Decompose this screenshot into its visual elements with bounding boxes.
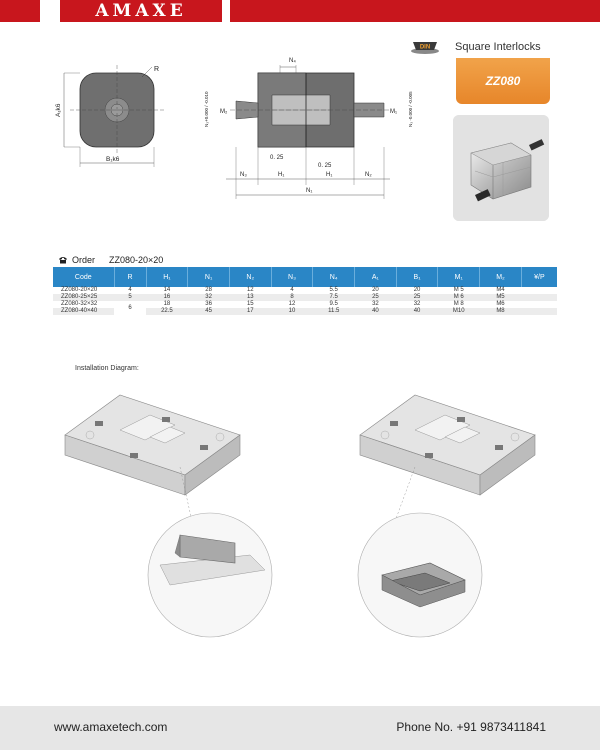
cell-b1: 25 — [396, 294, 438, 301]
brand-logo — [52, 0, 230, 22]
cell-m2: M4 — [496, 287, 505, 293]
cell-m1: M10 — [438, 308, 480, 315]
cell-code: ZZ080-25×25 — [53, 294, 114, 301]
col-h1: H₁ — [146, 267, 188, 287]
spec-table-header — [53, 267, 557, 287]
technical-drawing — [40, 45, 420, 210]
product-code: ZZ080 — [485, 74, 521, 88]
cell-price — [521, 287, 557, 294]
cell-n4: 9.5 — [329, 301, 338, 307]
installation-label: Installation Diagram: — [75, 365, 139, 372]
label-n1: N₁ — [306, 188, 313, 194]
cell-m1: M 5 — [453, 287, 464, 293]
cell-r: 5 — [114, 294, 146, 301]
header-bar — [0, 0, 600, 22]
cell-n3: 8 — [271, 294, 313, 301]
cell-n2: 12 — [246, 287, 254, 293]
cell-m1: M 8 — [453, 301, 464, 307]
cell-n1: 32 — [188, 294, 230, 301]
table-row — [53, 287, 557, 294]
phone-icon — [58, 256, 68, 264]
order-line — [58, 255, 163, 265]
label-h1-left: H₁ — [278, 172, 285, 178]
col-price: ¥/P — [521, 267, 557, 287]
label-m1: M₁ — [390, 109, 398, 115]
label-a1: A₁k6 — [55, 103, 62, 117]
cell-n1: 28 — [205, 287, 212, 293]
col-n2: N₂ — [229, 267, 271, 287]
header-stripe-right — [230, 0, 600, 22]
square-view — [55, 65, 164, 167]
label-gap-left: 0. 25 — [270, 155, 284, 161]
cell-n1: 36 — [205, 301, 212, 307]
cell-n2: 17 — [229, 308, 271, 315]
label-n3: N₃ — [240, 172, 247, 178]
label-h1-right: H₁ — [326, 172, 333, 178]
table-row — [53, 294, 557, 301]
col-code: Code — [53, 267, 114, 287]
table-row — [53, 301, 557, 308]
cell-h1: 22.5 — [146, 308, 188, 315]
cell-m2: M5 — [480, 294, 522, 301]
section-view — [204, 58, 413, 199]
installation-diagram-left — [50, 385, 300, 655]
col-n3: N₃ — [271, 267, 313, 287]
cell-r: 6 — [128, 304, 132, 311]
website-link[interactable]: www.amaxetech.com — [54, 720, 168, 734]
footer — [0, 706, 600, 750]
spec-table — [53, 267, 557, 315]
section-title: Square Interlocks — [455, 41, 541, 53]
cell-price — [521, 308, 557, 315]
label-b1: B₁k6 — [106, 156, 120, 163]
cell-price — [521, 294, 557, 301]
cell-n4: 11.5 — [313, 308, 355, 315]
cell-m2: M6 — [496, 301, 505, 307]
cell-h1: 14 — [163, 287, 171, 293]
cell-a1: 20 — [372, 287, 379, 293]
cell-r: 4 — [128, 287, 132, 293]
cell-b1: 32 — [413, 301, 421, 307]
label-n4: N₄ — [289, 58, 296, 64]
label-m2: M₂ — [220, 109, 228, 115]
cell-n3: 10 — [271, 308, 313, 315]
col-a1: A₁ — [355, 267, 397, 287]
cell-b1: 40 — [396, 308, 438, 315]
cell-price — [521, 301, 557, 308]
cell-n4: 7.5 — [313, 294, 355, 301]
order-example: ZZ080-20×20 — [109, 255, 164, 265]
label-n2: N₂ — [365, 172, 372, 178]
label-tolerance-left: N₃+0.000 / -0.010 — [204, 91, 209, 127]
cell-m2: M8 — [480, 308, 522, 315]
label-gap-right: 0. 25 — [318, 163, 332, 169]
col-r: R — [114, 267, 146, 287]
cell-n3: 4 — [290, 287, 294, 293]
col-m1: M₁ — [438, 267, 480, 287]
col-n4: N₄ — [313, 267, 355, 287]
cell-n1: 45 — [188, 308, 230, 315]
product-photo — [453, 115, 549, 221]
col-m2: M₂ — [480, 267, 522, 287]
installation-diagram-right — [320, 385, 570, 655]
label-r: R — [154, 66, 160, 73]
cell-n2: 15 — [246, 301, 254, 307]
order-label: Order — [72, 255, 96, 265]
cell-h1: 16 — [146, 294, 188, 301]
col-n1: N₁ — [188, 267, 230, 287]
cell-h1: 18 — [163, 301, 171, 307]
cell-n4: 5.5 — [329, 287, 338, 293]
cell-a1: 32 — [372, 301, 379, 307]
cell-code: ZZ080-40×40 — [53, 308, 114, 315]
phone-number: Phone No. +91 9873411841 — [396, 720, 546, 734]
cell-code: ZZ080-20×20 — [61, 287, 98, 293]
cell-a1: 25 — [355, 294, 397, 301]
col-b1: B₁ — [396, 267, 438, 287]
interlock-photo-illustration — [453, 115, 549, 221]
product-code-tab — [456, 58, 550, 104]
header-stripe-left — [0, 0, 40, 22]
brand-name: AMAXE — [95, 1, 187, 21]
din-label: DIN — [419, 44, 431, 51]
cell-b1: 20 — [413, 287, 421, 293]
cell-a1: 40 — [355, 308, 397, 315]
cell-n2: 13 — [229, 294, 271, 301]
cell-code: ZZ080-32×32 — [61, 301, 98, 307]
cell-n3: 12 — [288, 301, 296, 307]
label-tolerance-right: N₃ -0.000 / -0.005 — [408, 91, 413, 127]
cell-m1: M 6 — [438, 294, 480, 301]
